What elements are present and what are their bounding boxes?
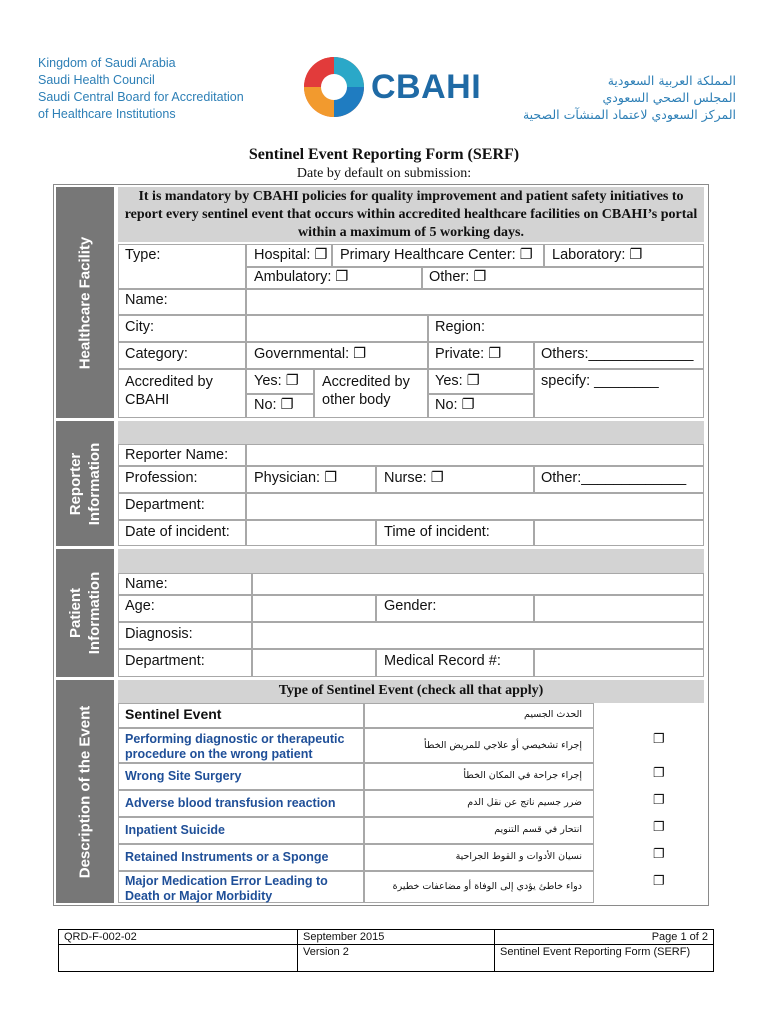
other-type-option[interactable] [429,269,486,285]
laboratory-option[interactable] [552,247,642,263]
date-incident-field[interactable] [246,520,376,546]
checkbox-icon[interactable]: ❐ [466,373,480,389]
footer-form-name: Sentinel Event Reporting Form (SERF) [495,945,714,972]
gender-label: Gender: [384,598,437,614]
patient-name-label: Name: [125,576,168,592]
specify-label: specify: ________ [541,373,659,389]
accredited-other-label: Accredited by other body [322,374,410,408]
mrn-field[interactable] [534,649,704,677]
org-name-arabic [523,72,736,123]
event-label-ar: دواء خاطئ يؤدي إلى الوفاة أو مضاعفات خطيرة [392,881,582,892]
nurse-label: Nurse: [384,470,427,486]
form-subtitle: Date by default on submission: [296,166,472,181]
checkbox-icon[interactable]: ❐ [335,269,349,285]
cbahi-no-option[interactable] [254,397,294,413]
hospital-label: Hospital: [254,247,311,263]
event-label-en: Performing diagnostic or therapeutic procedure on the wrong patient [125,732,345,761]
checkbox-icon[interactable]: ❐ [653,765,665,780]
checkbox-icon[interactable]: ❐ [653,792,665,807]
checkbox-icon[interactable]: ❐ [629,247,643,263]
city-field[interactable] [246,315,428,342]
facility-name-label: Name: [125,292,168,308]
checkbox-icon[interactable]: ❐ [653,819,665,834]
events-header: Type of Sentinel Event (check all that apply) [278,683,544,698]
section-label: Description of the Event [76,705,94,878]
checkbox-icon[interactable]: ❐ [653,731,665,746]
event-label-en: Major Medication Error Leading to Death or Major Morbidity [125,874,328,903]
accredited-cbahi-label: Accredited by CBAHI [125,374,213,408]
gender-field[interactable] [534,595,704,622]
event-label-en: Inpatient Suicide [125,823,226,837]
time-incident-label: Time of incident: [384,524,490,540]
cbahi-logo-icon [301,54,367,120]
governmental-label: Governmental: [254,346,350,362]
primary-hc-option[interactable] [340,247,533,263]
type-label: Type: [125,247,161,263]
patient-department-label: Department: [125,653,205,669]
event-label-en: Adverse blood transfusion reaction [125,796,336,810]
logo-wordmark: CBAHI [371,68,482,106]
event-label-en: Wrong Site Surgery [125,769,242,783]
org-line-ar: المركز السعودي لاعتماد المنشآت الصحية [522,107,736,122]
yes-label: Yes: [435,373,463,389]
hospital-option[interactable] [254,247,327,263]
private-option[interactable] [435,346,501,362]
checkbox-icon[interactable]: ❐ [285,373,299,389]
checkbox-icon[interactable]: ❐ [653,873,665,888]
primary-hc-label: Primary Healthcare Center: [340,247,516,263]
facility-name-field[interactable] [246,289,704,315]
time-incident-field[interactable] [534,520,704,546]
other-type-label: Other: [429,269,470,285]
mandatory-notice: It is mandatory by CBAHI policies for quality improvement and patient safety initiatives to report every sentinel event that occurs within accredited healthcare facilities on CBAHI’s portal within a maximum of 5 working days. [118,187,704,242]
form-title: Sentinel Event Reporting Form (SERF) [248,146,520,163]
event-label-ar: إجراء جراحة في المكان الخطأ [463,770,582,781]
footer-empty [59,945,298,972]
checkbox-icon[interactable]: ❐ [653,846,665,861]
reporter-gray-bar [118,421,704,444]
footer-page: Page 1 of 2 [495,930,714,945]
yes-label: Yes: [254,373,282,389]
event-label-ar: ضرر جسيم ناتج عن نقل الدم [467,797,582,808]
event-label-en: Retained Instruments or a Sponge [125,850,329,864]
ambulatory-label: Ambulatory: [254,269,332,285]
org-line-ar: المملكة العربية السعودية [607,73,736,88]
reporter-department-field[interactable] [246,493,704,520]
mrn-label: Medical Record #: [384,653,501,669]
no-label: No: [254,397,277,413]
section-label: Patient Information [67,571,103,655]
city-label: City: [125,319,154,335]
footer-version: Version 2 [298,945,495,972]
section-label: Reporter Information [67,442,103,525]
checkbox-icon[interactable]: ❐ [461,397,475,413]
reporter-name-field[interactable] [246,444,704,466]
org-name-english [38,55,244,123]
date-incident-label: Date of incident: [125,524,230,540]
checkbox-icon[interactable]: ❐ [324,470,338,486]
laboratory-label: Laboratory: [552,247,626,263]
category-label: Category: [125,346,188,362]
private-label: Private: [435,346,485,362]
org-line: Saudi Central Board for Accreditation [38,90,244,104]
checkbox-icon[interactable]: ❐ [519,247,533,263]
reporter-department-label: Department: [125,497,205,513]
checkbox-icon[interactable]: ❐ [353,346,367,362]
footer-date: September 2015 [298,930,495,945]
physician-option[interactable] [254,470,337,486]
org-line: Saudi Health Council [38,73,155,87]
others-label: Others:_____________ [541,346,694,362]
age-label: Age: [125,598,155,614]
physician-label: Physician: [254,470,321,486]
checkbox-icon[interactable]: ❐ [314,247,328,263]
diagnosis-label: Diagnosis: [125,626,193,642]
event-label-ar: إجراء تشخيصي أو علاجي للمريض الخطأ [424,740,582,751]
diagnosis-field[interactable] [252,622,704,649]
section-reporter-information [56,421,114,546]
checkbox-icon[interactable]: ❐ [280,397,294,413]
profession-label: Profession: [125,470,198,486]
section-patient-information [56,549,114,677]
event-col-ar: الحدث الجسيم [524,709,582,720]
patient-gray-bar [118,549,704,573]
other-yes-option[interactable] [435,373,480,389]
event-label-ar: انتحار في قسم التنويم [494,824,582,835]
org-line: of Healthcare Institutions [38,107,176,121]
checkbox-icon[interactable]: ❐ [473,269,487,285]
region-label: Region: [435,319,485,335]
patient-name-field[interactable] [252,573,704,595]
event-label-ar: نسيان الأدوات و القوط الجراحية [455,851,582,862]
org-line: Kingdom of Saudi Arabia [38,56,176,70]
event-col-en: Sentinel Event [125,706,222,722]
governmental-option[interactable] [254,346,366,362]
org-line-ar: المجلس الصحي السعودي [602,90,736,105]
other-no-option[interactable] [435,397,475,413]
section-description-of-event [56,680,114,903]
footer-code: QRD-F-002-02 [59,930,298,945]
footer-table [58,929,714,972]
no-label: No: [435,397,458,413]
reporter-name-label: Reporter Name: [125,447,229,463]
checkbox-icon[interactable]: ❐ [430,470,444,486]
section-label: Healthcare Facility [76,236,94,369]
nurse-option[interactable] [384,470,444,486]
ambulatory-option[interactable] [254,269,348,285]
profession-other-label: Other:_____________ [541,470,687,486]
checkbox-icon[interactable]: ❐ [488,346,502,362]
patient-department-field[interactable] [252,649,376,677]
section-healthcare-facility [56,187,114,418]
cbahi-yes-option[interactable] [254,373,299,389]
age-field[interactable] [252,595,376,622]
